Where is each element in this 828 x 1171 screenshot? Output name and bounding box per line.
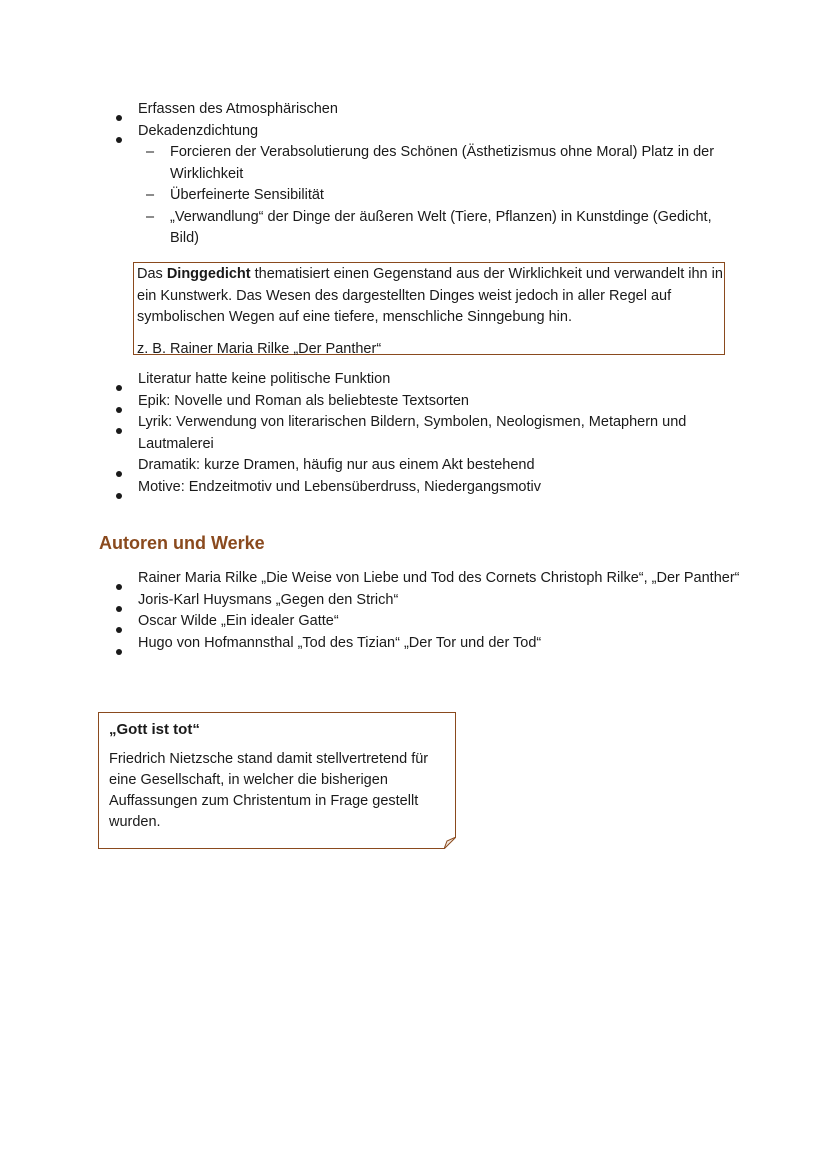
note-body: Friedrich Nietzsche stand damit stellvertretend für eine Gesellschaft, in welcher die bisherigen Auffassungen zum Christentum in Frage gestellt wurden. <box>109 750 429 830</box>
dash-icon: – <box>146 187 155 203</box>
list-item: Oscar Wilde „Ein idealer Gatte“ <box>110 611 740 633</box>
definition-box <box>133 262 725 355</box>
page-fold-icon <box>444 837 456 849</box>
bullet-list-characteristics <box>110 99 740 250</box>
section-heading: Autoren und Werke <box>99 533 265 553</box>
dash-icon: – <box>146 144 155 160</box>
definition-term: Dinggedicht <box>166 266 251 282</box>
dash-icon: – <box>146 208 155 225</box>
list-item: Joris-Karl Huysmans „Gegen den Strich“ <box>110 590 740 612</box>
list-item: Dekadenzdichtung – Forcieren der Verabsolutierung des Schönen (Ästhetizismus ohne Moral) Platz in der Wirklichkeit – Überfeinerte Sensibilität – „Verwandlung“ der Dinge der äußeren Welt (Tiere, Pflanzen) in Kunstdinge (Gedicht, Bild) <box>110 121 740 250</box>
bullet-icon <box>116 129 122 151</box>
bullet-icon <box>116 485 122 507</box>
bullet-list-authors <box>110 568 740 654</box>
bullet-icon <box>116 641 122 663</box>
sub-list-dekadenz <box>140 142 740 250</box>
bullet-list-genres <box>110 369 740 498</box>
sub-list-item: – „Verwandlung“ der Dinge der äußeren Welt (Tiere, Pflanzen) in Kunstdinge (Gedicht, Bild) <box>146 208 712 246</box>
definition-example: z. B. Rainer Maria Rilke „Der Panther“ <box>137 340 382 357</box>
note-title: „Gott ist tot“ <box>109 721 200 738</box>
definition-text: Das Dinggedicht thematisiert einen Gegenstand aus der Wirklichkeit und verwandelt ihn in ein Kunstwerk. Das Wesen des dargestellten Dinges weist jedoch in aller Regel auf symbolischen Wegen auf eine tiefere, menschliche Sinngebung hin. <box>137 266 723 325</box>
list-item: Erfassen des Atmosphärischen <box>110 99 740 121</box>
list-item: Motive: Endzeitmotiv und Lebensüberdruss, Niedergangsmotiv <box>110 477 740 499</box>
list-item: Rainer Maria Rilke „Die Weise von Liebe und Tod des Cornets Christoph Rilke“, „Der Panther“ <box>110 568 740 590</box>
note-box <box>98 712 456 849</box>
bullet-icon <box>116 420 122 442</box>
list-item: Literatur hatte keine politische Funktion <box>110 369 740 391</box>
list-item: Epik: Novelle und Roman als beliebteste Textsorten <box>110 391 740 413</box>
list-item: Hugo von Hofmannsthal „Tod des Tizian“ „Der Tor und der Tod“ <box>110 633 740 655</box>
sub-list-item: – Überfeinerte Sensibilität <box>140 185 740 207</box>
list-item: Dramatik: kurze Dramen, häufig nur aus einem Akt bestehend <box>110 455 740 477</box>
list-item: Lyrik: Verwendung von literarischen Bildern, Symbolen, Neologismen, Metaphern und Lautmalerei <box>110 412 740 455</box>
sub-list-item: – Forcieren der Verabsolutierung des Schönen (Ästhetizismus ohne Moral) Platz in der Wirklichkeit <box>146 144 715 182</box>
